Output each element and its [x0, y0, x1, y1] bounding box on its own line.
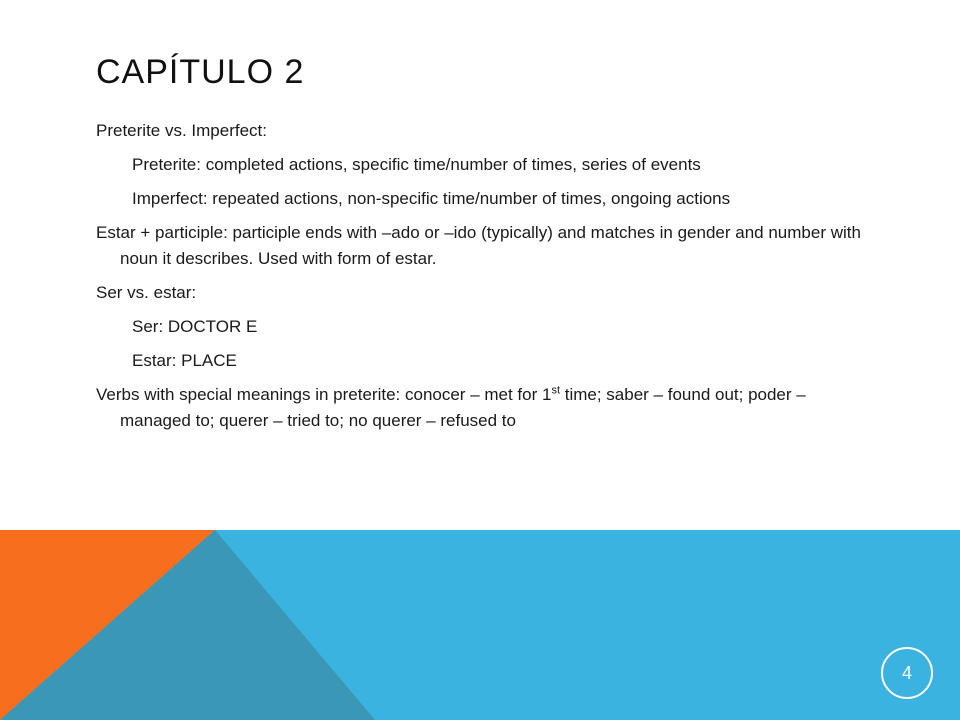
sub-bullet-preterite: Preterite: completed actions, specific time/number of times, series of events	[132, 155, 701, 174]
sub-bullet-ser: Ser: DOCTOR E	[132, 317, 258, 336]
bullet-ser-vs-estar: Ser vs. estar:	[96, 283, 197, 302]
bullet-special-meanings	[96, 382, 876, 434]
special-meanings-text-start: Verbs with special meanings in preterite: conocer – met for 1	[96, 385, 552, 404]
superscript-st: st	[551, 384, 561, 397]
page-number-badge	[881, 647, 933, 699]
slide-content	[96, 118, 876, 442]
footer-decoration	[0, 530, 960, 720]
page-number: 4	[901, 662, 912, 683]
sub-bullet-imperfect: Imperfect: repeated actions, non-specific time/number of times, ongoing actions	[132, 189, 731, 208]
bullet-estar-participle: Estar + participle: participle ends with –ado or –ido (typically) and matches in gender and number with noun it describes. Used with form of estar.	[96, 223, 861, 268]
bullet-preterite-vs-imperfect: Preterite vs. Imperfect:	[96, 121, 267, 140]
footer-band	[0, 530, 960, 720]
sub-bullet-estar: Estar: PLACE	[132, 351, 237, 370]
slide-title: CAPÍTULO 2	[96, 53, 305, 91]
special-meanings-text-end: time; saber – found out; poder – managed to; querer – tried to; no querer – refused to	[120, 385, 806, 430]
